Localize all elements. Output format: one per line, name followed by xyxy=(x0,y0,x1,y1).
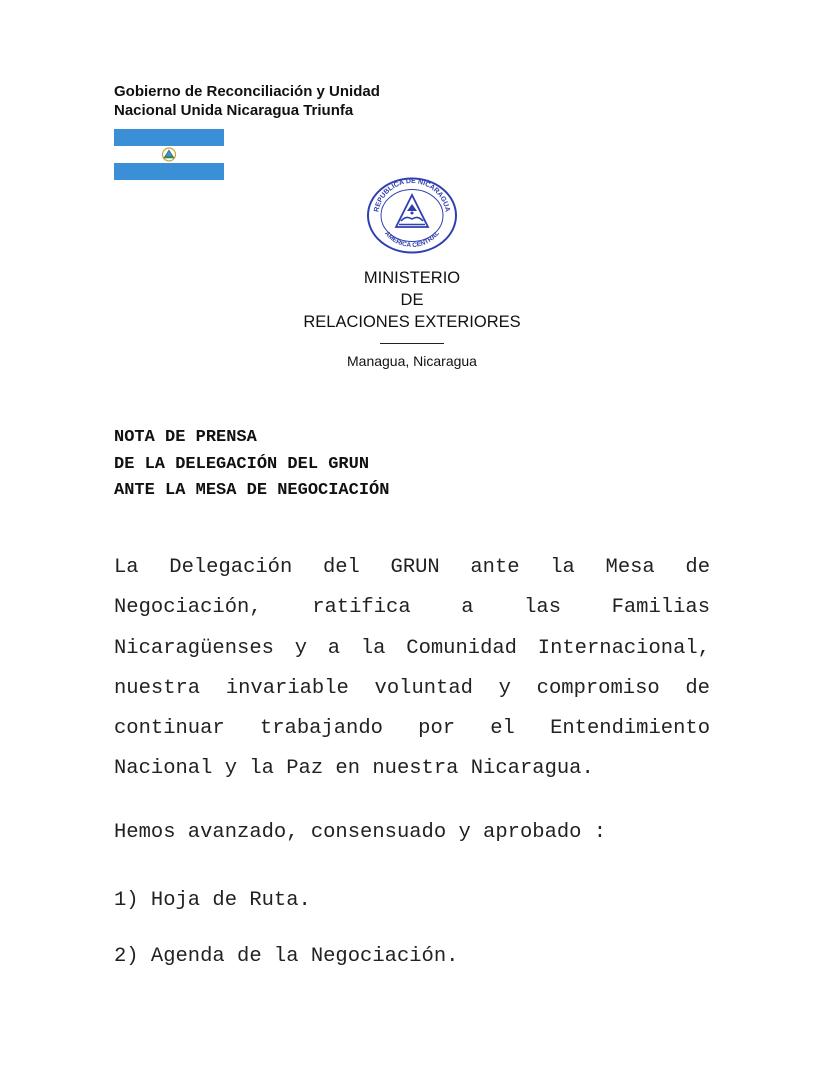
government-header-line-2: Nacional Unida Nicaragua Triunfa xyxy=(114,102,354,119)
press-note-title-line-3: ANTE LA MESA DE NEGOCIACIÓN xyxy=(114,481,390,500)
ministry-line-1: MINISTERIO xyxy=(363,269,461,287)
ministry-city: Managua, Nicaragua xyxy=(347,353,477,369)
ministry-seal-icon xyxy=(366,177,458,254)
seal-bottom-text: AMERICA CENTRAL xyxy=(383,230,441,250)
ministry-divider xyxy=(380,343,444,344)
government-header xyxy=(114,82,380,120)
ministry-line-2: DE xyxy=(400,291,424,309)
press-note-title xyxy=(114,425,389,505)
ministry-line-3: RELACIONES EXTERIORES xyxy=(303,313,521,331)
press-note-title-line-1: NOTA DE PRENSA xyxy=(114,428,257,447)
body-paragraph-1: La Delegación del GRUN ante la Mesa de Negociación, ratifica a las Familias Nicaragüenses y a la Comunidad Internacional, nuestra invariable voluntad y compromiso de continuar trabajando por el Entendimiento Nacional y la Paz en nuestra Nicaragua. xyxy=(114,556,710,781)
nicaragua-flag-icon xyxy=(114,129,224,180)
government-header-line-1: Gobierno de Reconciliación y Unidad xyxy=(114,83,380,100)
press-note-title-line-2: DE LA DELEGACIÓN DEL GRUN xyxy=(114,454,370,474)
seal-top-text: REPUBLICA DE NICARAGUA xyxy=(373,177,451,213)
list-item: 2) Agenda de la Negociación. xyxy=(114,945,459,968)
list-item: 1) Hoja de Ruta. xyxy=(114,889,311,912)
body-paragraph-2: Hemos avanzado, consensuado y aprobado : xyxy=(114,821,607,844)
ministry-block xyxy=(262,267,562,370)
